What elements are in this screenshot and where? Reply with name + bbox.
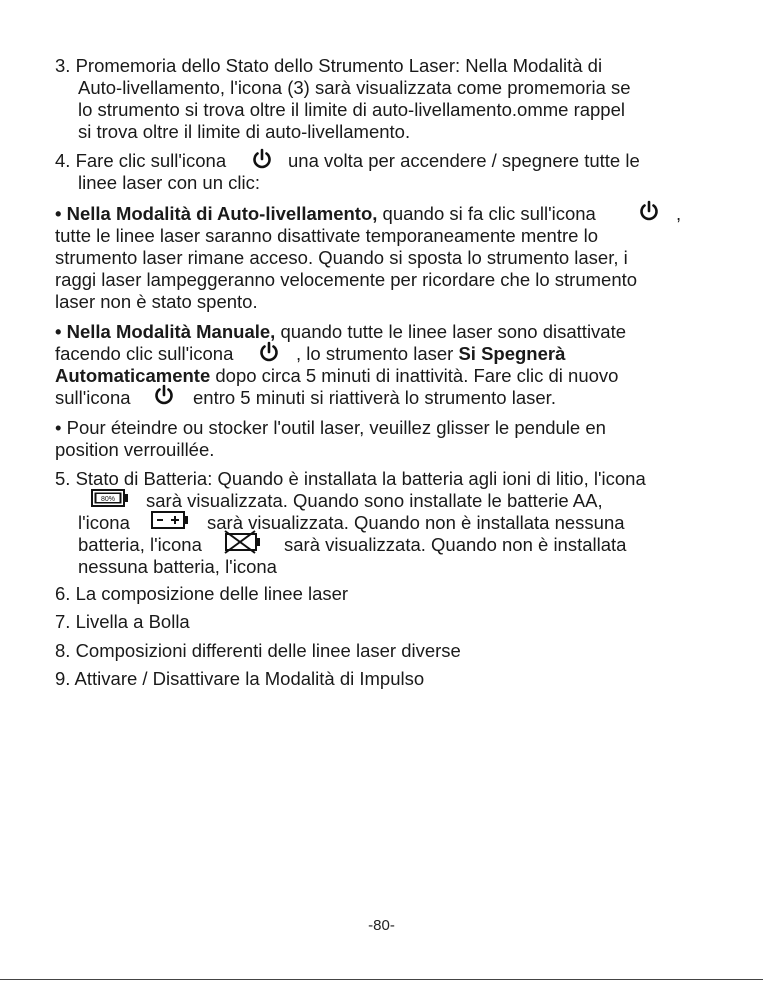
item9: 9. Attivare / Disattivare la Modalità di Impulso (55, 668, 425, 689)
bullet2-line4a: sull'icona (55, 387, 131, 408)
bullet2-line1 (55, 321, 626, 343)
bullet1-comma: , (676, 203, 682, 224)
bullet2-line4b: entro 5 minuti si riattiverà lo strumento laser. (193, 387, 556, 408)
item5-line2: sarà visualizzata. Quando sono installate le batterie AA, (146, 490, 603, 511)
bullet1-line3: strumento laser rimane acceso. Quando si sposta lo strumento laser, i (55, 247, 628, 268)
item5-line1: 5. Stato di Batteria: Quando è installata la batteria agli ioni di litio, l'icona (55, 468, 646, 489)
item8: 8. Composizioni differenti delle linee laser diverse (55, 640, 461, 661)
bullet1-bold: • Nella Modalità di Auto-livellamento, (55, 203, 378, 224)
item5-line4b: sarà visualizzata. Quando non è installata (284, 534, 627, 555)
item6: 6. La composizione delle linee laser (55, 583, 349, 604)
item3-line2: Auto-livellamento, l'icona (3) sarà visualizzata come promemoria se (78, 77, 631, 98)
power-icon (258, 341, 280, 363)
bullet1-line1 (55, 203, 596, 225)
battery-lithium-icon (91, 489, 131, 507)
item5-line5: nessuna batteria, l'icona (78, 556, 277, 577)
item3-line4: si trova oltre il limite di auto-livellamento. (78, 121, 411, 142)
bullet1-line5: laser non è stato spento. (55, 291, 258, 312)
item5-line3b: sarà visualizzata. Quando non è installata nessuna (207, 512, 625, 533)
bullet2-line2b (296, 343, 565, 365)
power-icon (153, 384, 175, 406)
item5-line3a: l'icona (78, 512, 130, 533)
bullet1-line4: raggi laser lampeggeranno velocemente per ricordare che lo strumento (55, 269, 638, 290)
bullet2-line2a: facendo clic sull'icona (55, 343, 234, 364)
page-number: -80- (368, 917, 395, 934)
bullet2-text2: , lo strumento laser (296, 343, 459, 364)
bullet2-text: quando tutte le linee laser sono disattivate (275, 321, 627, 342)
item4-line1b: una volta per accendere / spegnere tutte le (288, 150, 640, 171)
bullet2-line3 (55, 365, 618, 387)
item3-line3: lo strumento si trova oltre il limite di auto-livellamento.omme rappel (78, 99, 625, 120)
battery-none-icon (223, 530, 263, 554)
battery-level-label: 80% (100, 496, 116, 503)
bullet3-line2: position verrouillée. (55, 439, 215, 460)
bullet3-line1: • Pour éteindre ou stocker l'outil laser, veuillez glisser le pendule en (55, 417, 606, 438)
bullet1-text: quando si fa clic sull'icona (377, 203, 596, 224)
bottom-rule (0, 979, 763, 980)
item4-line2: linee laser con un clic: (78, 172, 261, 193)
power-icon (638, 200, 660, 222)
power-icon (251, 148, 273, 170)
bullet2-text3: dopo circa 5 minuti di inattività. Fare clic di nuovo (210, 365, 619, 386)
bullet2-bold3: Automaticamente (55, 365, 211, 386)
bullet2-bold2: Si Spegnerà (458, 343, 566, 364)
item7: 7. Livella a Bolla (55, 611, 190, 632)
bullet1-line2: tutte le linee laser saranno disattivate temporaneamente mentre lo (55, 225, 598, 246)
item5-line4a: batteria, l'icona (78, 534, 202, 555)
bullet2-bold: • Nella Modalità Manuale, (55, 321, 276, 342)
item3-line1: 3. Promemoria dello Stato dello Strumento Laser: Nella Modalità di (55, 55, 603, 76)
item4-line1a: 4. Fare clic sull'icona (55, 150, 227, 171)
battery-aa-icon (151, 511, 191, 529)
